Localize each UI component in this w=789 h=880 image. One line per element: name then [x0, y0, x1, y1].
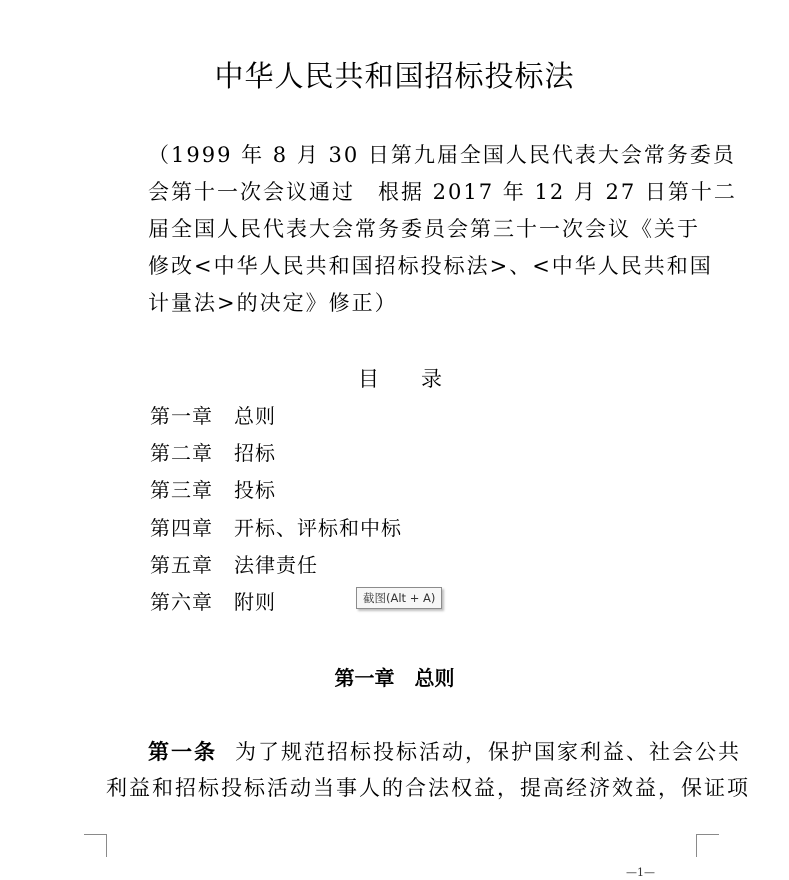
toc-item-number: 第二章 — [150, 441, 213, 465]
note-line: 会第十一次会议通过 根据 2017 年 12 月 27 日第十二 — [148, 180, 737, 204]
toc-item-number: 第三章 — [150, 478, 213, 502]
toc-item — [150, 476, 276, 504]
toc-item-number: 第一章 — [150, 404, 213, 428]
note-line: （1999 年 8 月 30 日第九届全国人民代表大会常务委员 — [148, 143, 736, 167]
toc-item — [150, 514, 402, 542]
note-line: 届全国人民代表大会常务委员会第三十一次会议《关于 — [148, 217, 700, 241]
article-label: 第一条 — [148, 740, 217, 764]
crop-mark-left — [84, 834, 107, 857]
note-line: 修改<中华人民共和国招标投标法>、<中华人民共和国 — [148, 254, 713, 278]
article-text: 为了规范招标投标活动，保护国家利益、社会公共 — [235, 740, 741, 764]
note-line: 计量法>的决定》修正） — [148, 291, 398, 315]
screenshot-tooltip: 截图(Alt + A) — [356, 587, 442, 609]
toc-item-number: 第六章 — [150, 590, 213, 614]
toc-item-title: 投标 — [234, 478, 276, 502]
article-line: 利益和招标投标活动当事人的合法权益，提高经济效益，保证项 — [106, 776, 750, 800]
crop-mark-right — [696, 834, 719, 857]
toc-item-title: 法律责任 — [234, 553, 318, 577]
toc-item-title: 招标 — [234, 441, 276, 465]
toc-item-title: 总则 — [234, 404, 276, 428]
page-number: —1— — [626, 866, 655, 879]
toc-item-title: 开标、评标和中标 — [234, 516, 402, 540]
toc-item-title: 附则 — [234, 590, 276, 614]
toc-item — [150, 588, 276, 616]
chapter-heading: 第一章 总则 — [334, 666, 455, 690]
toc-item-number: 第五章 — [150, 553, 213, 577]
toc-item — [150, 402, 276, 430]
article-line — [148, 736, 741, 768]
toc-item — [150, 439, 276, 467]
toc-item-number: 第四章 — [150, 516, 213, 540]
toc-heading: 目 录 — [358, 367, 442, 391]
document-title: 中华人民共和国招标投标法 — [214, 59, 575, 93]
toc-item — [150, 551, 318, 579]
